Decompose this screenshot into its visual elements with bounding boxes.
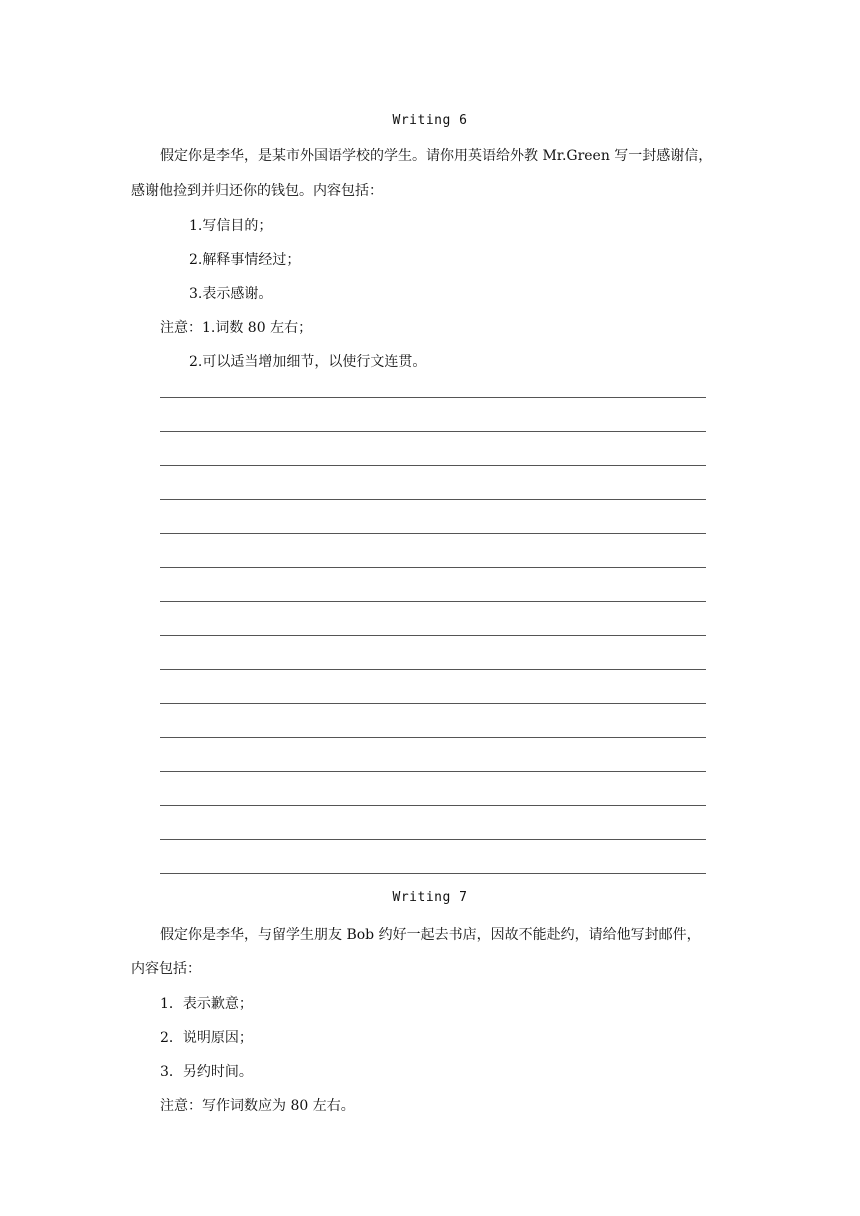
answer-line xyxy=(160,737,706,738)
answer-line xyxy=(160,635,706,636)
answer-line xyxy=(160,771,706,772)
answer-line xyxy=(160,703,706,704)
writing7-prompt-line2: 内容包括： xyxy=(131,961,201,977)
writing6-prompt-line2: 感谢他捡到并归还你的钱包。内容包括： xyxy=(131,183,383,199)
answer-line xyxy=(160,499,706,500)
answer-line xyxy=(160,567,706,568)
writing6-note-line2: 2.可以适当增加细节，以使行文连贯。 xyxy=(189,354,427,370)
writing6-note-line1: 注意：1.词数 80 左右； xyxy=(160,320,313,336)
writing7-item-1: 1．表示歉意； xyxy=(160,996,253,1012)
answer-line xyxy=(160,839,706,840)
writing7-item-3: 3．另约时间。 xyxy=(160,1064,253,1080)
answer-line xyxy=(160,805,706,806)
answer-line xyxy=(160,431,706,432)
writing6-item-3: 3.表示感谢。 xyxy=(189,286,273,302)
writing7-item-2: 2．说明原因； xyxy=(160,1030,253,1046)
answer-line xyxy=(160,465,706,466)
answer-line xyxy=(160,601,706,602)
answer-line xyxy=(160,533,706,534)
answer-line xyxy=(160,873,706,874)
writing6-item-1: 1.写信目的； xyxy=(189,218,273,234)
writing6-title: Writing 6 xyxy=(392,113,468,128)
answer-line xyxy=(160,669,706,670)
writing7-prompt-line1: 假定你是李华，与留学生朋友 Bob 约好一起去书店，因故不能赴约，请给他写封邮件， xyxy=(160,927,701,943)
writing6-item-2: 2.解释事情经过； xyxy=(189,252,301,268)
writing6-prompt-line1: 假定你是李华，是某市外国语学校的学生。请你用英语给外教 Mr.Green 写一封感谢信， xyxy=(160,148,713,164)
answer-line xyxy=(160,397,706,398)
writing7-title: Writing 7 xyxy=(392,890,468,905)
writing7-note: 注意：写作词数应为 80 左右。 xyxy=(160,1098,355,1114)
